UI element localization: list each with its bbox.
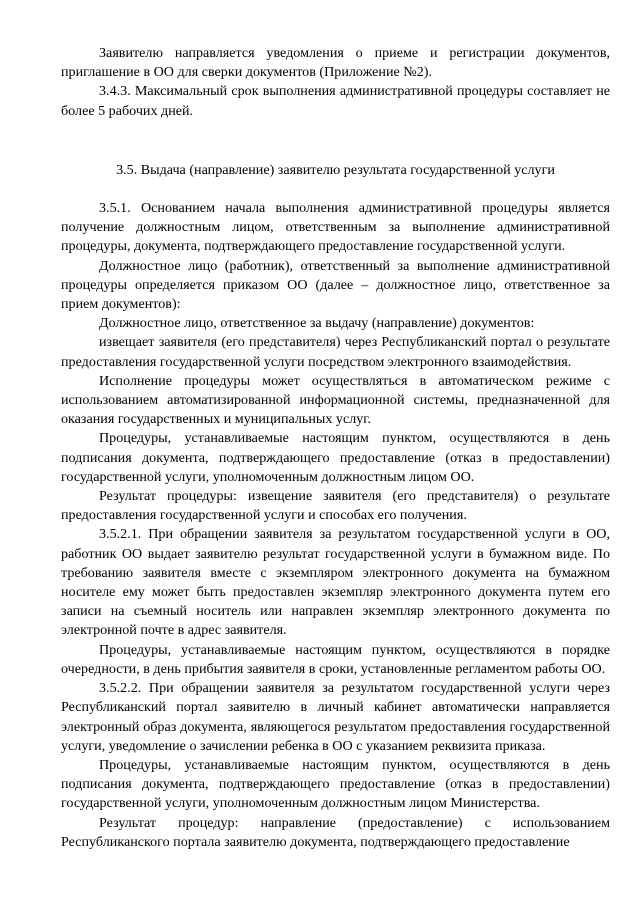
paragraph-notifies-applicant: извещает заявителя (его представителя) через Республиканский портал о результате предоставления государственной услуги посредством электронного взаимодействия. <box>61 334 610 370</box>
heading-spacer <box>61 180 610 199</box>
paragraph-procedures-day: Процедуры, устанавливаемые настоящим пунктом, осуществляются в день подписания документа, подтверждающего предоставление (отказ в предоставлении) государственной услуги, уполномоченным должностным лицом ОО. <box>61 430 610 485</box>
paragraph-automatic-mode: Исполнение процедуры может осуществляться в автоматическом режиме с использованием автоматизированной информационной системы, предназначенной для оказания государственных и муниципальных услуг. <box>61 372 610 428</box>
paragraph-responsible-official: Должностное лицо (работник), ответственный за выполнение административной процедуры определяется приказом ОО (далее – должностное лицо, ответственное за прием документов): <box>61 257 610 313</box>
paragraph-3-5-1: 3.5.1. Основанием начала выполнения административной процедуры является получение должностным лицом, ответственным за выполнение административной процедуры, документа, подтверждающего предоставление государственной услуги. <box>61 200 610 255</box>
paragraph-notification: Заявителю направляется уведомления о приеме и регистрации документов, приглашение в ОО для сверки документов (Приложение №2). <box>61 45 610 81</box>
paragraph-ministry-official: Процедуры, устанавливаемые настоящим пунктом, осуществляются в день подписания документа, подтверждающего предоставление (отказ в предоставлении) государственной услуги, уполномоченным должностным лицом Министерства. <box>61 756 610 812</box>
paragraph-3-5-2-1: 3.5.2.1. При обращении заявителя за результатом государственной услуги в ОО, работник ОО выдает заявителю результат государственной услуги в бумажном виде. По требованию заявителя вместе с экземпляром электронного документа на бумажном носителе ему может быть предоставлен экземпляр электронного документа путем его записи на съемный носитель или направлен экземпляр электронного документа по электронной почте в адрес заявителя. <box>61 526 610 639</box>
paragraph-procedures-result-portal: Результат процедур: направление (предоставление) с использованием Республиканского портала заявителю документа, подтверждающего предоставление <box>61 814 610 850</box>
paragraph-issuing-official: Должностное лицо, ответственное за выдачу (направление) документов: <box>99 315 535 332</box>
paragraph-procedure-result: Результат процедуры: извещение заявителя (его представителя) о результате предоставления государственной услуги и способах его получения. <box>61 488 610 524</box>
paragraph-queue-order: Процедуры, устанавливаемые настоящим пунктом, осуществляются в порядке очередности, в день прибытия заявителя в сроки, установленные регламентом работы ОО. <box>61 641 610 677</box>
paragraph-3-4-3: 3.4.3. Максимальный срок выполнения административной процедуры составляет не более 5 рабочих дней. <box>61 83 610 119</box>
section-spacer <box>61 121 610 161</box>
paragraph-3-5-2-2: 3.5.2.2. При обращении заявителя за результатом государственной услуги через Республиканский портал заявителю в личный кабинет автоматически направляется электронный образ документа, являющегося результатом предоставления государственной услуги, уведомление о зачислении ребенка в ОО с указанием реквизита приказа. <box>61 680 610 754</box>
section-heading-3-5: 3.5. Выдача (направление) заявителю результата государственной услуги <box>116 161 555 178</box>
